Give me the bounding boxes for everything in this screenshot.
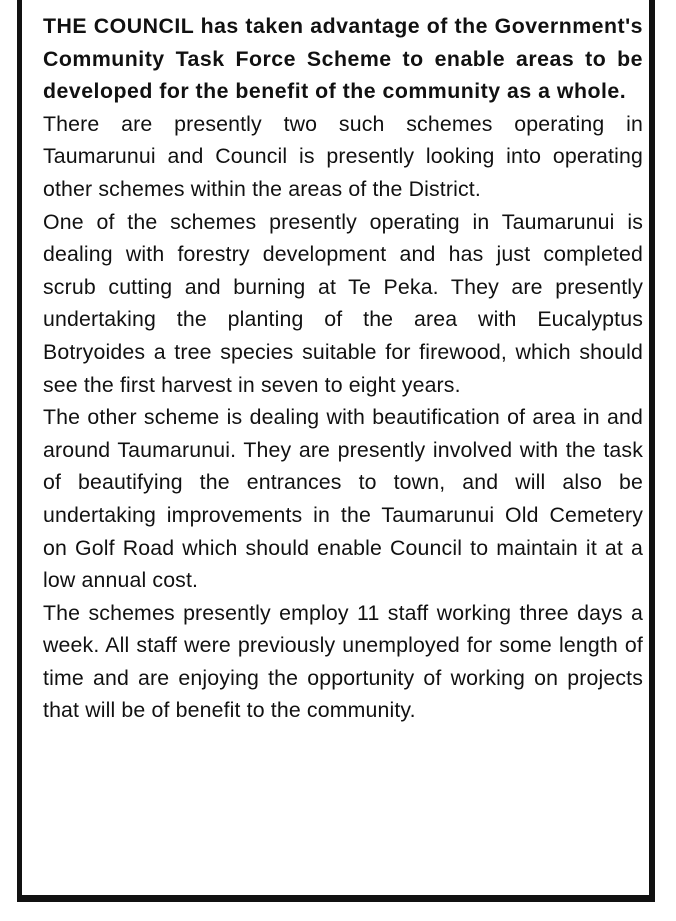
article-frame: [17, 0, 655, 902]
paragraph-schemes-operating: There are presently two such schemes operating in Taumarunui and Council is presently looking into operating other schemes within the areas of the District.: [43, 111, 643, 201]
paragraph-staff: The schemes presently employ 11 staff working three days a week. All staff were previously unemployed for some length of time and are enjoying the opportunity of working on projects that will be of benefit to the community.: [43, 600, 643, 723]
paragraph-beautification-scheme: The other scheme is dealing with beautification of area in and around Taumarunui. They are presently involved with the task of beautifying the entrances to town, and will also be undertaking improvements in the Taumarunui Old Cemetery on Golf Road which should enable Council to maintain it at a low annual cost.: [43, 405, 643, 593]
article-body: [43, 10, 643, 727]
lead-paragraph: THE COUNCIL has taken advantage of the Government's Community Task Force Scheme to enable areas to be developed for the benefit of the community as a whole.: [43, 14, 643, 104]
paragraph-forestry-scheme: One of the schemes presently operating in Taumarunui is dealing with forestry development and has just completed scrub cutting and burning at Te Peka. They are presently undertaking the planting of the area with Eucalyptus Botryoides a tree species suitable for firewood, which should see the first harvest in seven to eight years.: [43, 209, 643, 397]
